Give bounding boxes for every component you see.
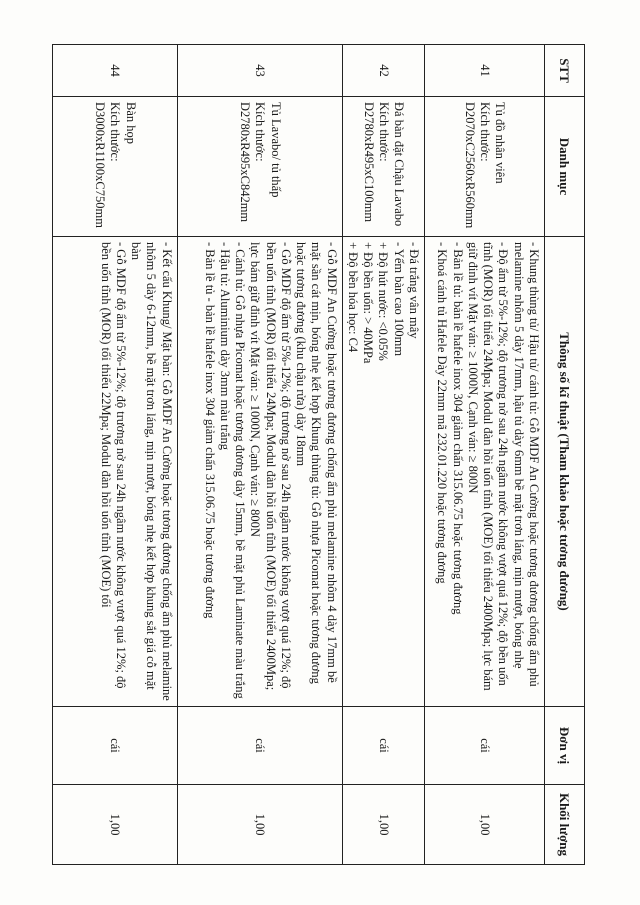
size-value: D2780xR495xC100mm — [361, 102, 376, 223]
table-row — [425, 45, 545, 865]
spec-line: - Gỗ MDF An Cường hoặc tương đương chống ẩm phủ melamine nhôm 4 dày 17mm bề mặt sần cát mịn, bóng nhẹ kết hợp Khung thùng tủ: Gỗ nhựa Picomat hoặc tương đương hoặc tương đương (khu chậu rửa) dày 18mm — [294, 242, 339, 684]
size-label: Kích thước: — [108, 102, 123, 162]
row-stt: 43 — [177, 45, 342, 97]
size-label: Kích thước: — [253, 102, 268, 162]
row-unit: cái — [52, 707, 177, 785]
row-name — [177, 97, 342, 237]
row-spec — [425, 237, 545, 707]
row-unit: cái — [177, 707, 342, 785]
table-row — [52, 45, 177, 865]
spec-line: - Gỗ MDF độ ẩm từ 5%-12%; độ trương nở sau 24h ngâm nước không vượt quá 12%; độ bền uốn tĩnh (MOR) tối thiểu 24Mpa; Modul đàn hồi uốn tĩnh (MOE) tối thiểu 2400Mpa; lực bám giữ đinh vít Mặt ván: ≥ 1000N, Cạnh ván: ≥ 800N — [248, 242, 293, 691]
spec-line: + Độ bền hóa học: C4 — [346, 242, 360, 353]
header-stt: STT — [545, 45, 585, 97]
header-thong-so: Thông số kĩ thuật (Tham khảo hoặc tương đương) — [545, 237, 585, 707]
row-stt: 41 — [425, 45, 545, 97]
spec-line: - Khung thùng tủ/ Hậu tủ/ cánh tủ: Gỗ MDF An Cường hoặc tương đương chống ẩm phủ melamine nhôm 5 dày 17mm, hậu tủ dày 6mm bề mặt trơn láng, mịn mượt, bóng nhẹ — [511, 242, 541, 687]
rotated-page — [55, 44, 585, 864]
size-value: D2780xR495xC842mm — [238, 102, 253, 223]
table-row — [342, 45, 424, 865]
row-qty: 1,00 — [177, 785, 342, 865]
size-value: D2070xC2560xR560mm — [462, 102, 477, 229]
spec-line: - Đá trắng vân mây — [407, 242, 421, 339]
row-name — [342, 97, 424, 237]
row-spec — [52, 237, 177, 707]
size-label: Kích thước: — [377, 102, 391, 162]
row-stt: 42 — [342, 45, 424, 97]
row-spec — [342, 237, 424, 707]
row-qty: 1,00 — [425, 785, 545, 865]
item-name: Tủ Lavabo/ tủ thấp — [268, 102, 283, 198]
spec-line: - Gỗ MDF độ ẩm từ 5%-12%; độ trương nở sau 24h ngâm nước không vượt quá 12%; độ bền uốn tĩnh (MOR) tối thiểu 22Mpa; Modul đàn hồi uốn tĩnh (MOE) tối — [98, 242, 128, 689]
header-don-vi: Đơn vị — [545, 707, 585, 785]
row-unit: cái — [342, 707, 424, 785]
spec-line: - Hậu tủ: Aluminium dày 3mm màu trắng — [218, 242, 232, 450]
spec-line: - Bản lề tủ: bản lề hafele inox 304 giảm chấn 315.06.75 hoặc tương đương — [450, 242, 465, 615]
header-row — [545, 45, 585, 865]
row-unit: cái — [425, 707, 545, 785]
row-qty: 1,00 — [342, 785, 424, 865]
spec-line: - Khoá cánh tủ Hafele Dày 22mm mã 232.01.220 hoặc tương đương — [435, 242, 450, 584]
item-name: Đá bàn đặt Chậu Lavabo — [392, 102, 407, 227]
size-value: D3000xR1100xC750mm — [93, 102, 108, 228]
row-qty: 1,00 — [52, 785, 177, 865]
spec-table — [52, 44, 585, 865]
item-name: Bàn họp — [123, 102, 138, 145]
spec-line: - Yếm bàn cao 100mm — [391, 242, 406, 357]
spec-line: + Độ hút nước: <0.05% — [376, 242, 391, 361]
spec-line: - Độ ẩm từ 5%-12%; độ trương nở sau 24h ngâm nước không vượt quá 12%; độ bền uốn tĩnh (MOR) tối thiểu 24Mpa; Modul đàn hồi uốn tĩnh (MOE) tối thiểu 2400Mpa; lực bám giữ đinh vít Mặt ván: ≥ 1000N, Cạnh ván: ≥ 800N — [466, 242, 511, 691]
row-name — [52, 97, 177, 237]
spec-line: - Kết cấu Khung/ Mặt bàn: Gỗ MDF An Cường hoặc tương đương chống ẩm phủ melamine nhôm 5 dày 6-12mm, bề mặt trơn láng, mịn mượt, bóng nhẹ kết hợp khung sắt giá cỗ mặt bàn — [129, 242, 174, 701]
row-spec — [177, 237, 342, 707]
spec-line: - Cánh tủ: Gỗ nhựa Picomat hoặc tương đương dày 15mm, bề mặt phủ Laminate màu trắng — [233, 242, 248, 699]
size-label: Kích thước: — [478, 102, 493, 162]
row-name — [425, 97, 545, 237]
header-danh-muc: Danh mục — [545, 97, 585, 237]
spec-line: + Độ bền uốn: > 40MPa — [361, 242, 376, 364]
table-row — [177, 45, 342, 865]
header-khoi-luong: Khối lượng — [545, 785, 585, 865]
spec-line: - Bản lề tủ - bản lề hafele inox 304 giảm chấn 315.06.75 hoặc tương đương — [202, 242, 217, 619]
item-name: Tủ đồ nhân viên — [493, 102, 508, 184]
row-stt: 44 — [52, 45, 177, 97]
